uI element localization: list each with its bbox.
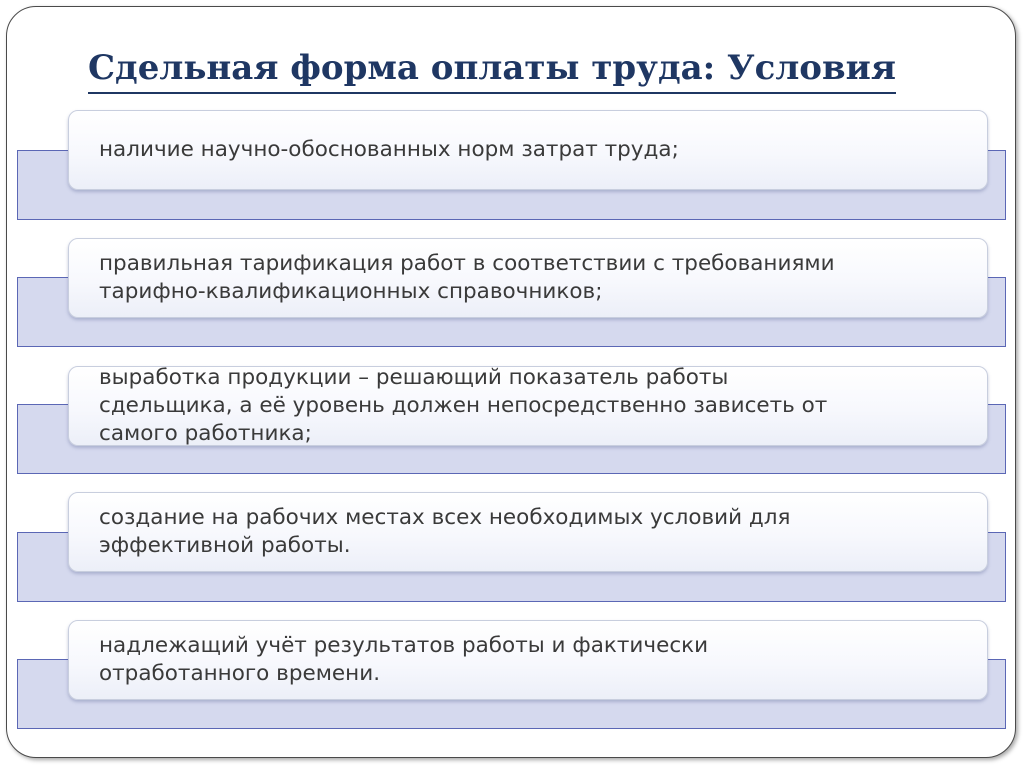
condition-item-4 (0, 492, 1024, 612)
condition-item-1 (0, 108, 1024, 228)
condition-item-5 (0, 620, 1024, 740)
condition-card (68, 238, 988, 318)
condition-card (68, 110, 988, 190)
condition-text: правильная тарификация работ в соответствии с требованиями тарифно-квалификационных справочников; (99, 251, 835, 304)
condition-item-2 (0, 236, 1024, 356)
condition-text: наличие научно-обоснованных норм затрат труда; (99, 137, 679, 162)
condition-text: создание на рабочих местах всех необходимых условий для эффективной работы. (99, 505, 791, 558)
condition-card (68, 620, 988, 700)
condition-text: выработка продукции – решающий показатель работы сдельщика, а её уровень должен непосредственно зависеть от самого работника; (99, 365, 828, 446)
condition-item-3 (0, 364, 1024, 484)
condition-card (68, 366, 988, 446)
condition-card (68, 492, 988, 572)
page-title: Сдельная форма оплаты труда: Условия (88, 44, 896, 94)
condition-text: надлежащий учёт результатов работы и фактически отработанного времени. (99, 633, 709, 686)
